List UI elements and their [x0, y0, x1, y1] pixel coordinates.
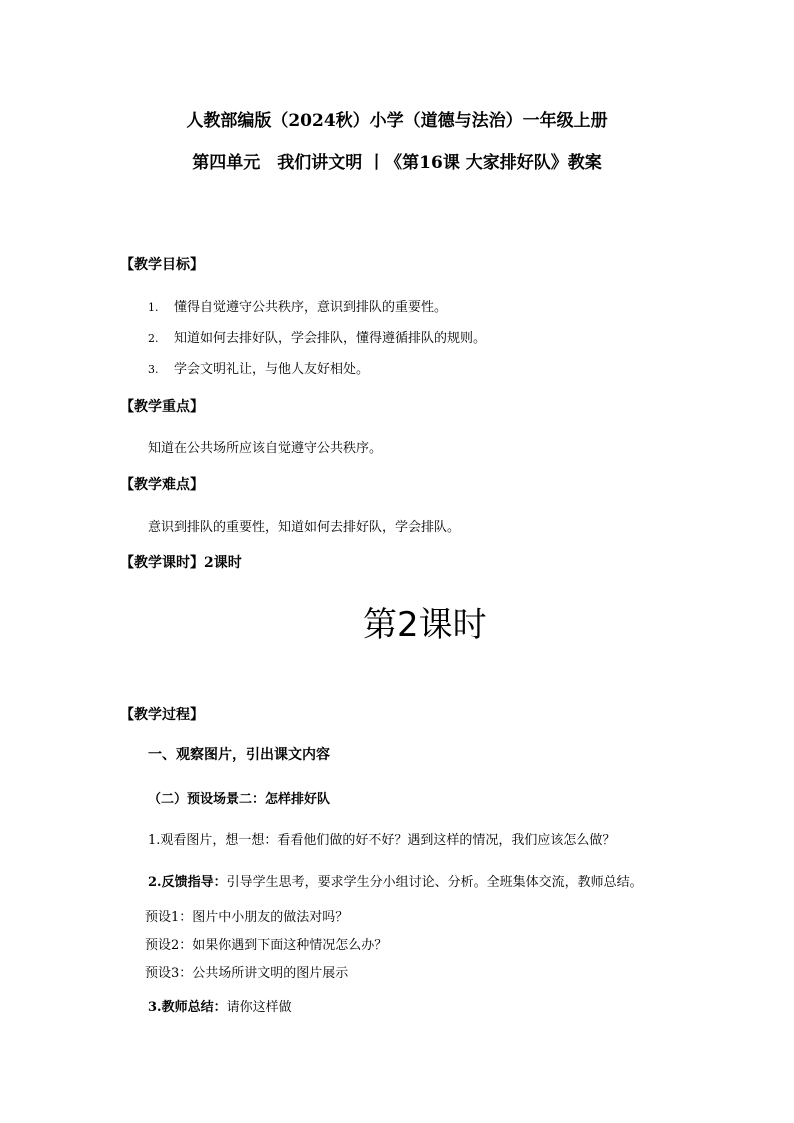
objective-number: 1. — [148, 301, 159, 314]
objective-item-3 — [148, 358, 369, 377]
process-subsection: （二）预设场景二：怎样排好队 — [148, 792, 331, 807]
objective-text: 懂得自觉遵守公共秩序，意识到排队的重要性。 — [174, 300, 448, 315]
step-3-label: 3.教师总结： — [148, 1000, 227, 1015]
preset-3: 预设3：公共场所讲文明的图片展示 — [145, 966, 349, 981]
objective-number: 3. — [148, 363, 159, 376]
preset-1: 预设1：图片中小朋友的做法对吗？ — [145, 910, 349, 925]
step-2-text: 引导学生思考，要求学生分小组讨论、分析。全班集体交流，教师总结。 — [226, 875, 643, 890]
process-section-1: 一、观察图片，引出课文内容 — [148, 747, 330, 763]
process-step-2 — [148, 871, 643, 890]
step-2-label: 2.反馈指导： — [148, 875, 227, 890]
objective-item-2 — [148, 327, 486, 346]
objective-text: 学会文明礼让，与他人友好相处。 — [174, 362, 370, 377]
objective-number: 2. — [148, 332, 159, 345]
difficulties-text: 意识到排队的重要性，知道如何去排好队，学会排队。 — [148, 520, 461, 535]
step-3-text: 请你这样做 — [226, 1000, 292, 1015]
document-title-line2: 第四单元 我们讲文明 丨《第16课 大家排好队》教案 — [192, 153, 602, 173]
process-step-3 — [148, 996, 292, 1015]
keypoints-text: 知道在公共场所应该自觉遵守公共秩序。 — [148, 441, 383, 456]
preset-2: 预设2：如果你遇到下面这种情况怎么办？ — [145, 938, 388, 953]
process-heading: 【教学过程】 — [120, 707, 204, 723]
lesson-title: 第2课时 — [363, 605, 487, 645]
hours-heading: 【教学课时】2课时 — [120, 555, 242, 571]
document-title-line1: 人教部编版（2024秋）小学（道德与法治）一年级上册 — [186, 111, 608, 131]
process-step-1: 1.观看图片，想一想：看看他们做的好不好？遇到这样的情况，我们应该怎么做？ — [148, 833, 616, 848]
objective-item-1 — [148, 296, 447, 315]
objectives-heading: 【教学目标】 — [120, 257, 204, 273]
difficulties-heading: 【教学难点】 — [120, 477, 204, 493]
objective-text: 知道如何去排好队，学会排队，懂得遵循排队的规则。 — [174, 331, 487, 346]
keypoints-heading: 【教学重点】 — [120, 399, 204, 415]
